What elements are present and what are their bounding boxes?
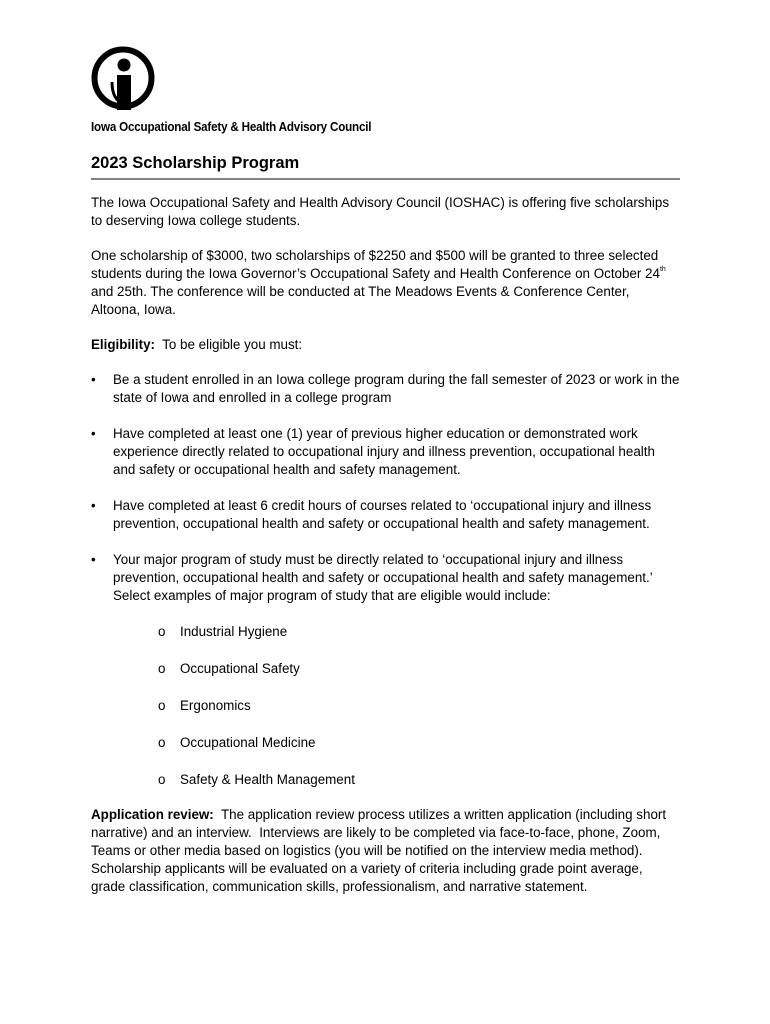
page-title: 2023 Scholarship Program	[91, 154, 680, 180]
document-body	[91, 194, 680, 913]
sub-list-item	[158, 660, 680, 678]
sub-list-item-text: Safety & Health Management	[180, 772, 355, 787]
list-item-text: Be a student enrolled in an Iowa college program during the fall semester of 2023 or work in the state of Iowa and enrolled in a college program	[113, 372, 680, 405]
organization-name: Iowa Occupational Safety & Health Advisory Council	[91, 120, 372, 134]
application-review-paragraph	[91, 806, 680, 896]
sub-list-item-text: Ergonomics	[180, 698, 251, 713]
eligibility-label: Eligibility:	[91, 337, 155, 352]
list-item-text: Have completed at least 6 credit hours of courses related to ‘occupational injury and illness prevention, occupational health and safety or occupational health and safety management.	[113, 498, 652, 531]
list-item-text: Have completed at least one (1) year of previous higher education or demonstrated work experience directly related to occupational injury and illness prevention, occupational health and safety or occupational health and safety management.	[113, 426, 655, 477]
eligibility-list	[91, 371, 680, 789]
intro-paragraph: The Iowa Occupational Safety and Health Advisory Council (IOSHAC) is offering five scholarships to deserving Iowa college students.	[91, 195, 670, 228]
bullet-icon: •	[91, 426, 96, 441]
list-item-text: Your major program of study must be directly related to ‘occupational injury and illness prevention, occupational health and safety or occupational health and safety management.’ Select examples of major program of study that are eligible would include:	[113, 552, 653, 603]
sub-list-item	[158, 734, 680, 752]
circle-bullet-icon: o	[158, 661, 166, 676]
sub-list-item	[158, 771, 680, 789]
circle-bullet-icon: o	[158, 698, 166, 713]
major-examples-list	[113, 623, 680, 789]
eligibility-intro: To be eligible you must:	[154, 337, 303, 352]
circle-bullet-icon: o	[158, 772, 166, 787]
eligibility-heading	[91, 336, 680, 354]
ordinal-suffix: th	[659, 266, 666, 273]
bullet-icon: •	[91, 372, 96, 387]
sub-list-item-text: Occupational Medicine	[180, 735, 316, 750]
sub-list-item	[158, 697, 680, 715]
list-item	[91, 497, 680, 533]
sub-list-item-text: Occupational Safety	[180, 661, 300, 676]
ioshac-logo	[91, 44, 155, 112]
application-review-text: The application review process utilizes a written application (including short narrative) and an interview. Interviews are likely to be completed via face-to-face, phone, Zoom, Teams or other media based on logistics (you will be notified on the interview media method). Scholarship applicants will be evaluated on a variety of criteria including grade point average, grade classification, communication skills, professionalism, and narrative statement.	[91, 807, 670, 894]
award-text-end: and 25th. The conference will be conducted at The Meadows Events & Conference Center, Altoona, Iowa.	[91, 284, 630, 317]
list-item	[91, 425, 680, 479]
bullet-icon: •	[91, 552, 96, 567]
application-review-label: Application review:	[91, 807, 214, 822]
circle-bullet-icon: o	[158, 735, 166, 750]
list-item	[91, 551, 680, 789]
circle-bullet-icon: o	[158, 624, 166, 639]
award-text-start: One scholarship of $3000, two scholarships of $2250 and $500 will be granted to three selected students during the Iowa Governor’s Occupational Safety and Health Conference on October 24	[91, 248, 660, 281]
bullet-icon: •	[91, 498, 96, 513]
list-item	[91, 371, 680, 407]
sub-list-item	[158, 623, 680, 641]
award-paragraph	[91, 247, 680, 319]
sub-list-item-text: Industrial Hygiene	[180, 624, 288, 639]
